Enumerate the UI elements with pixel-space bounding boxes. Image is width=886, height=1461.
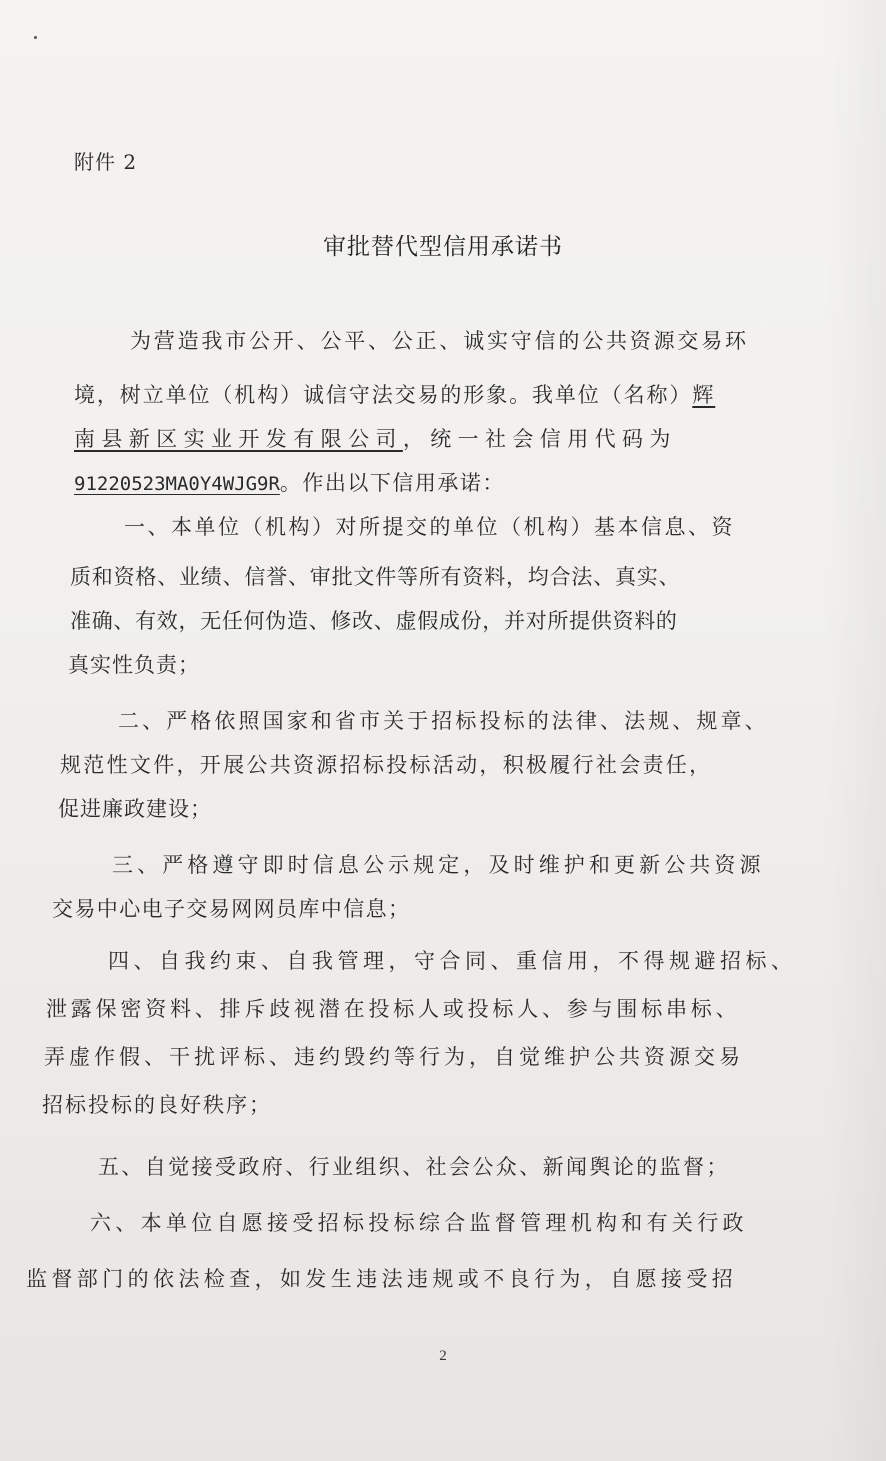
item1-line-1: 一、本单位（机构）对所提交的单位（机构）基本信息、资 bbox=[124, 515, 735, 539]
company-name-start: 辉 bbox=[692, 383, 716, 407]
intro-line-1: 为营造我市公开、公平、公正、诚实守信的公共资源交易环 bbox=[130, 329, 749, 353]
attachment-label: 附件 2 bbox=[74, 150, 138, 174]
item4-line-3: 弄虚作假、干扰评标、违约毁约等行为，自觉维护公共资源交易 bbox=[44, 1045, 744, 1069]
item1-line-4: 真实性负责； bbox=[68, 653, 200, 677]
page-number: 2 bbox=[439, 1348, 447, 1364]
item3-line-1: 三、严格遵守即时信息公示规定，及时维护和更新公共资源 bbox=[112, 853, 765, 877]
item2-line-1: 二、严格依照国家和省市关于招标投标的法律、法规、规章、 bbox=[118, 709, 769, 733]
item6-line-2: 监督部门的依法检查，如发生违法违规或不良行为，自愿接受招 bbox=[26, 1267, 738, 1291]
item5-line-1: 五、自觉接受政府、行业组织、社会公众、新闻舆论的监督； bbox=[98, 1155, 730, 1179]
item6-line-1: 六、本单位自愿接受招标投标综合监督管理机构和有关行政 bbox=[90, 1211, 748, 1235]
intro-line-3-text: ，统一社会信用代码为 bbox=[402, 427, 677, 451]
item2-line-2: 规范性文件，开展公共资源招标投标活动，积极履行社会责任， bbox=[60, 753, 713, 777]
item4-line-2: 泄露保密资料、排斥歧视潜在投标人或投标人、参与围标串标、 bbox=[46, 997, 741, 1021]
company-name: 南县新区实业开发有限公司 bbox=[74, 427, 403, 451]
intro-line-2 bbox=[74, 380, 715, 410]
document-title: 审批替代型信用承诺书 bbox=[323, 234, 563, 260]
item3-line-2: 交易中心电子交易网网员库中信息； bbox=[52, 897, 411, 921]
credit-code: 91220523MA0Y4WJG9R bbox=[74, 473, 280, 495]
item4-line-1: 四、自我约束、自我管理，守合同、重信用，不得规避招标、 bbox=[108, 949, 797, 973]
intro-line-4 bbox=[74, 468, 505, 499]
paper-speck bbox=[34, 36, 37, 39]
item4-line-4: 招标投标的良好秩序； bbox=[42, 1093, 272, 1117]
page-shadow bbox=[826, 0, 886, 1461]
item1-line-2: 质和资格、业绩、信誉、审批文件等所有资料，均合法、真实、 bbox=[70, 565, 681, 589]
item1-line-3: 准确、有效，无任何伪造、修改、虚假成份，并对所提供资料的 bbox=[70, 609, 678, 633]
intro-line-3 bbox=[74, 424, 677, 454]
intro-line-4-text: 。作出以下信用承诺： bbox=[279, 471, 505, 495]
item2-line-3: 促进廉政建设； bbox=[58, 797, 212, 821]
intro-line-2-text: 境，树立单位（机构）诚信守法交易的形象。我单位（名称） bbox=[74, 383, 693, 407]
